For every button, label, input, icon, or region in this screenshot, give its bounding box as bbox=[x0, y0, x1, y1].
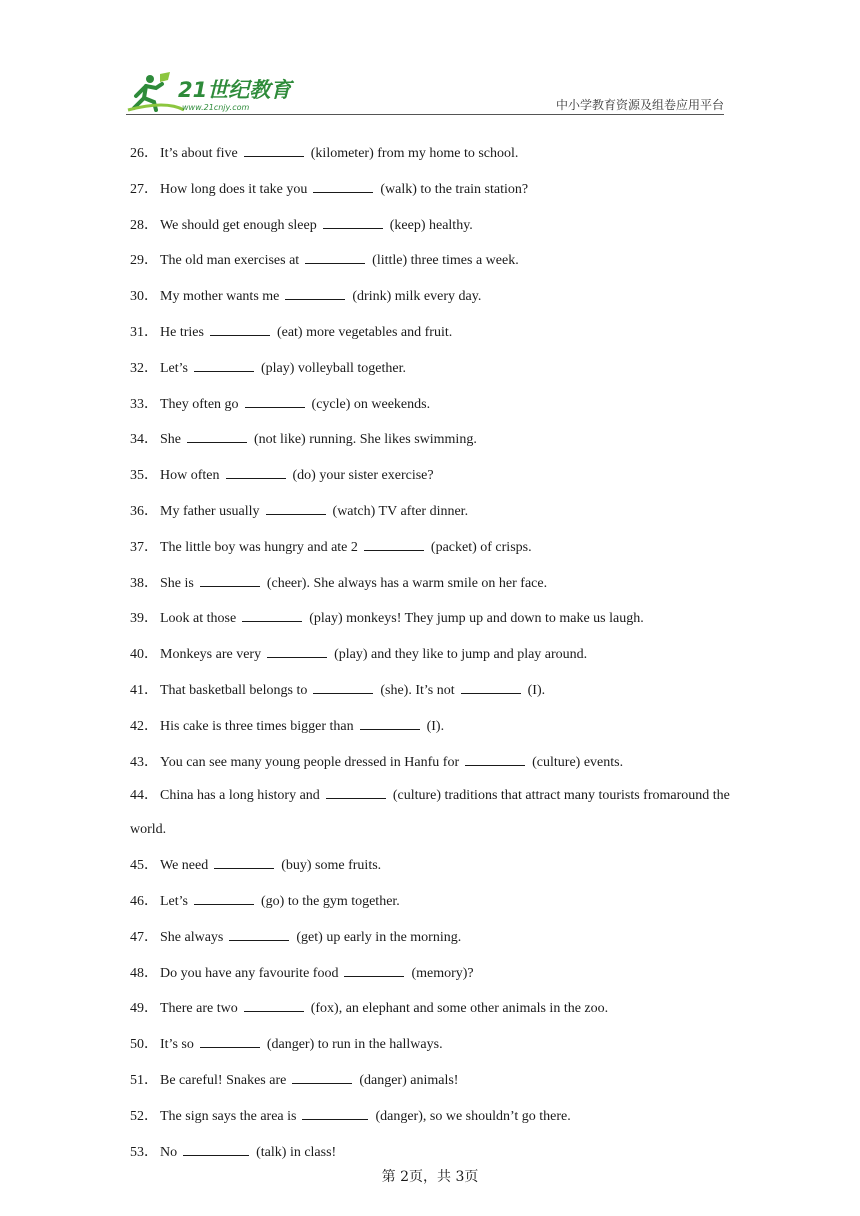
question-item bbox=[130, 997, 730, 1019]
question-hint: (play) monkeys! They jump up and down to make us laugh. bbox=[309, 611, 644, 627]
question-number: 48． bbox=[130, 965, 158, 981]
question-text: Monkeys are very bbox=[160, 647, 262, 663]
question-text: You can see many young people dressed in Hanfu for bbox=[160, 754, 460, 770]
question-hint: (little) three times a week. bbox=[372, 253, 519, 269]
question-item bbox=[130, 357, 730, 379]
answer-blank[interactable] bbox=[200, 1033, 260, 1048]
question-item bbox=[130, 1141, 730, 1163]
answer-blank[interactable] bbox=[323, 214, 383, 229]
question-text: Be careful! Snakes are bbox=[160, 1072, 287, 1088]
question-number: 33． bbox=[130, 396, 158, 412]
question-text: His cake is three times bigger than bbox=[160, 718, 354, 734]
answer-blank[interactable] bbox=[226, 464, 286, 479]
answer-blank[interactable] bbox=[244, 142, 304, 157]
question-hint: (cheer). She always has a warm smile on her face. bbox=[266, 575, 548, 591]
question-item bbox=[130, 751, 730, 773]
question-text: My mother wants me bbox=[160, 289, 280, 305]
question-text: They often go bbox=[160, 396, 239, 412]
question-number: 53． bbox=[130, 1144, 158, 1160]
question-item bbox=[130, 926, 730, 948]
question-hint: (culture) traditions that attract many tourists from bbox=[392, 788, 671, 804]
header-divider bbox=[126, 114, 724, 115]
question-hint: (danger) to run in the hallways. bbox=[266, 1037, 443, 1053]
question-number: 51． bbox=[130, 1072, 158, 1088]
answer-blank[interactable] bbox=[465, 751, 525, 766]
svg-text:www.21cnjy.com: www.21cnjy.com bbox=[182, 103, 250, 112]
question-number: 45． bbox=[130, 858, 158, 874]
question-number: 28． bbox=[130, 217, 158, 233]
question-hint: (walk) to the train station? bbox=[380, 181, 529, 197]
question-text: There are two bbox=[160, 1001, 238, 1017]
question-item bbox=[130, 393, 730, 415]
page-header bbox=[126, 66, 724, 116]
question-number: 34． bbox=[130, 432, 158, 448]
answer-blank[interactable] bbox=[245, 393, 305, 408]
question-number: 29． bbox=[130, 253, 158, 269]
question-text: He tries bbox=[160, 324, 204, 340]
question-text: The little boy was hungry and ate 2 bbox=[160, 539, 358, 555]
question-item bbox=[130, 962, 730, 984]
question-item bbox=[130, 890, 730, 912]
question-number: 39． bbox=[130, 611, 158, 627]
answer-blank[interactable] bbox=[326, 784, 386, 799]
question-item bbox=[130, 715, 730, 737]
question-text: My father usually bbox=[160, 503, 260, 519]
question-item bbox=[130, 285, 730, 307]
question-number: 35． bbox=[130, 468, 158, 484]
question-hint: (she). It’s not bbox=[380, 682, 455, 698]
question-number: 47． bbox=[130, 929, 158, 945]
question-text: No bbox=[160, 1144, 178, 1160]
question-text: The sign says the area is bbox=[160, 1108, 297, 1124]
page-number: 第 2页，共 3页 bbox=[381, 1169, 479, 1185]
question-number: 46． bbox=[130, 893, 158, 909]
question-number: 43． bbox=[130, 754, 158, 770]
question-text: China has a long history and bbox=[160, 788, 320, 804]
question-item bbox=[130, 643, 730, 665]
question-number: 26． bbox=[130, 146, 158, 161]
question-text: Do you have any favourite food bbox=[160, 965, 339, 981]
question-item bbox=[130, 178, 730, 200]
question-hint: (buy) some fruits. bbox=[281, 858, 382, 874]
question-number: 30． bbox=[130, 289, 158, 305]
question-text: She always bbox=[160, 929, 224, 945]
question-item bbox=[130, 1033, 730, 1055]
question-hint: (drink) milk every day. bbox=[352, 289, 482, 305]
question-number: 41． bbox=[130, 682, 158, 698]
answer-blank[interactable] bbox=[200, 572, 260, 587]
question-hint: (I). bbox=[527, 682, 546, 698]
question-list bbox=[130, 142, 730, 1176]
question-item bbox=[130, 249, 730, 271]
answer-blank[interactable] bbox=[313, 178, 373, 193]
question-number: 37． bbox=[130, 539, 158, 555]
answer-blank[interactable] bbox=[229, 926, 289, 941]
answer-blank[interactable] bbox=[305, 249, 365, 264]
answer-blank[interactable] bbox=[194, 357, 254, 372]
question-item bbox=[130, 779, 730, 847]
question-item bbox=[130, 607, 730, 629]
question-hint: (keep) healthy. bbox=[389, 217, 473, 233]
answer-blank[interactable] bbox=[461, 679, 521, 694]
question-item bbox=[130, 854, 730, 876]
question-hint: (play) and they like to jump and play around. bbox=[334, 647, 588, 663]
question-text: Look at those bbox=[160, 611, 237, 627]
question-hint: (packet) of crisps. bbox=[430, 539, 532, 555]
question-text: How long does it take you bbox=[160, 181, 308, 197]
question-text: Let’s bbox=[160, 360, 188, 376]
question-item bbox=[130, 464, 730, 486]
svg-text:21世纪教育: 21世纪教育 bbox=[178, 78, 292, 102]
question-number: 49． bbox=[130, 1001, 158, 1017]
question-number: 38． bbox=[130, 575, 158, 591]
question-item bbox=[130, 500, 730, 522]
question-hint: (eat) more vegetables and fruit. bbox=[276, 324, 453, 340]
question-item bbox=[130, 142, 730, 164]
question-text: That basketball belongs to bbox=[160, 682, 308, 698]
answer-blank[interactable] bbox=[242, 607, 302, 622]
site-logo bbox=[126, 70, 296, 114]
answer-blank[interactable] bbox=[187, 428, 247, 443]
answer-blank[interactable] bbox=[194, 890, 254, 905]
question-hint: (cycle) on weekends. bbox=[311, 396, 431, 412]
question-hint: (play) volleyball together. bbox=[261, 360, 407, 376]
question-hint: (not like) running. She likes swimming. bbox=[254, 432, 477, 448]
question-hint: (memory)? bbox=[411, 965, 474, 981]
answer-blank[interactable] bbox=[266, 500, 326, 515]
question-number: 31． bbox=[130, 324, 158, 340]
question-number: 32． bbox=[130, 360, 158, 376]
answer-blank[interactable] bbox=[183, 1141, 249, 1156]
question-hint: (danger) animals! bbox=[359, 1072, 459, 1088]
question-item bbox=[130, 428, 730, 450]
question-item bbox=[130, 536, 730, 558]
question-item bbox=[130, 321, 730, 343]
question-continuation: around the world. bbox=[130, 788, 730, 838]
question-hint: (talk) in class! bbox=[256, 1144, 337, 1160]
question-hint: (I). bbox=[426, 718, 445, 734]
question-hint: (go) to the gym together. bbox=[261, 893, 400, 909]
platform-name: 中小学教育资源及组卷应用平台 bbox=[555, 98, 724, 112]
answer-blank[interactable] bbox=[214, 854, 274, 869]
answer-blank[interactable] bbox=[267, 643, 327, 658]
question-item bbox=[130, 214, 730, 236]
answer-blank[interactable] bbox=[210, 321, 270, 336]
question-number: 44． bbox=[130, 788, 158, 804]
answer-blank[interactable] bbox=[344, 962, 404, 977]
question-hint: (watch) TV after dinner. bbox=[332, 503, 469, 519]
question-number: 36． bbox=[130, 503, 158, 519]
question-text: It’s about five bbox=[160, 146, 238, 161]
question-text: How often bbox=[160, 468, 220, 484]
answer-blank[interactable] bbox=[360, 715, 420, 730]
question-number: 42． bbox=[130, 718, 158, 734]
question-text: She bbox=[160, 432, 181, 448]
answer-blank[interactable] bbox=[313, 679, 373, 694]
question-number: 27． bbox=[130, 181, 158, 197]
answer-blank[interactable] bbox=[285, 285, 345, 300]
runner-icon bbox=[128, 72, 184, 110]
question-text: We should get enough sleep bbox=[160, 217, 317, 233]
question-item bbox=[130, 572, 730, 594]
question-text: It’s so bbox=[160, 1037, 194, 1053]
answer-blank[interactable] bbox=[244, 997, 304, 1012]
question-hint: (get) up early in the morning. bbox=[296, 929, 462, 945]
question-number: 40． bbox=[130, 647, 158, 663]
question-text: We need bbox=[160, 858, 209, 874]
question-text: Let’s bbox=[160, 893, 188, 909]
question-text: The old man exercises at bbox=[160, 253, 300, 269]
question-hint: (kilometer) from my home to school. bbox=[310, 146, 519, 161]
question-text: She is bbox=[160, 575, 194, 591]
question-number: 52． bbox=[130, 1108, 158, 1124]
question-hint: (do) your sister exercise? bbox=[292, 468, 434, 484]
question-item bbox=[130, 1069, 730, 1091]
answer-blank[interactable] bbox=[292, 1069, 352, 1084]
answer-blank[interactable] bbox=[302, 1105, 368, 1120]
question-hint: (culture) events. bbox=[532, 754, 624, 770]
answer-blank[interactable] bbox=[364, 536, 424, 551]
question-hint: (fox), an elephant and some other animals in the zoo. bbox=[310, 1001, 609, 1017]
question-number: 50． bbox=[130, 1037, 158, 1053]
question-item bbox=[130, 1105, 730, 1127]
question-item bbox=[130, 679, 730, 701]
question-hint: (danger), so we shouldn’t go there. bbox=[375, 1108, 571, 1124]
